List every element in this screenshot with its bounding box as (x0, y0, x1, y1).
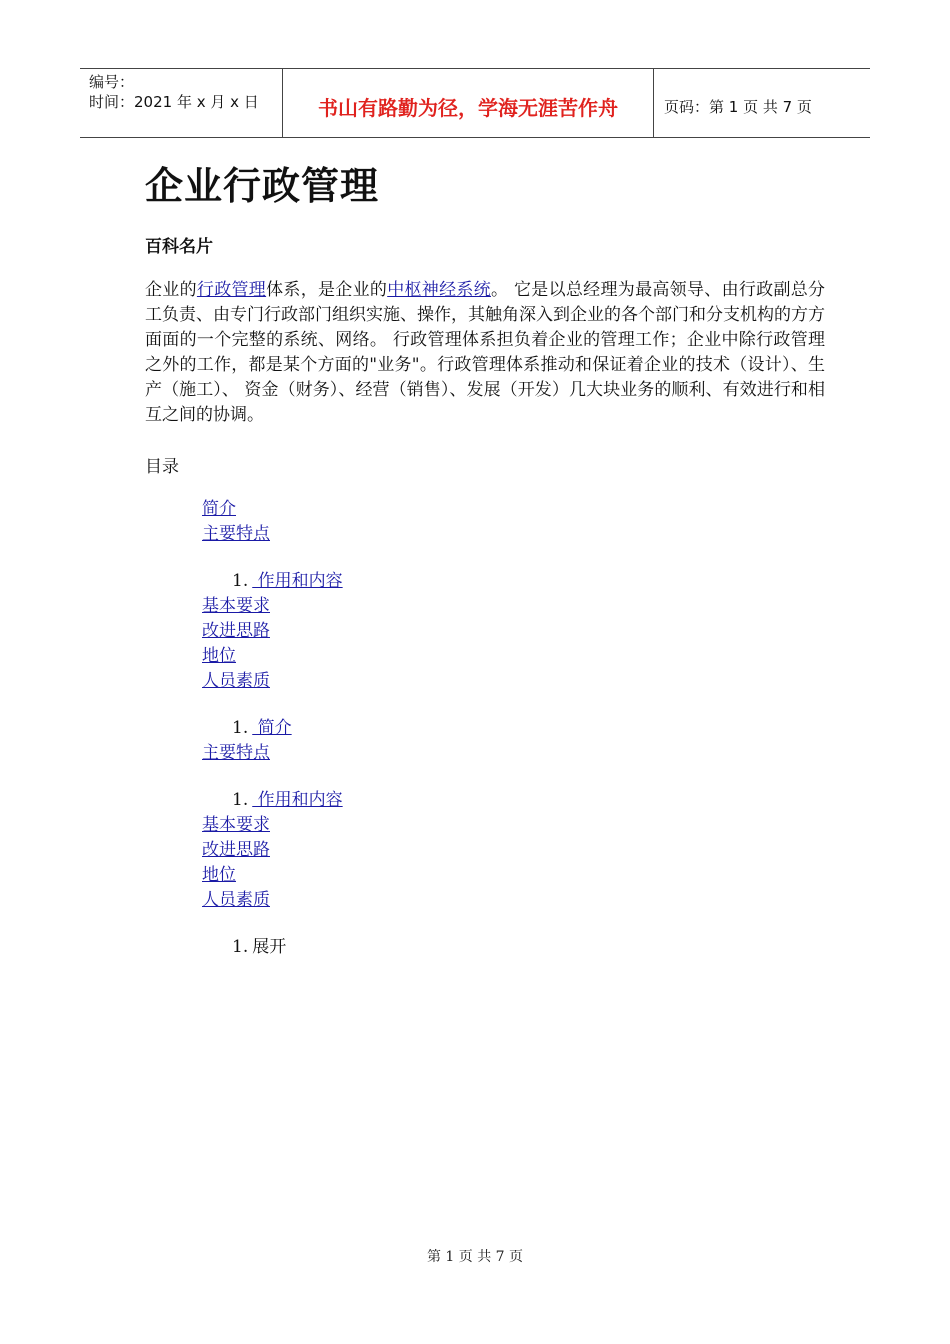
toc-link[interactable]: 基本要求 (202, 815, 270, 835)
time-label: 时间：2021 年 x 月 x 日 (89, 93, 259, 111)
toc-link[interactable]: 作用和内容 (252, 790, 343, 810)
section-subtitle: 百科名片 (145, 237, 213, 257)
toc-numbered-item (232, 716, 343, 741)
toc-link[interactable]: 主要特点 (202, 524, 270, 544)
intro-text-1: 企业的 (145, 280, 197, 300)
page-header (80, 68, 870, 138)
toc-link[interactable]: 基本要求 (202, 596, 270, 616)
toc-link[interactable]: 主要特点 (202, 743, 270, 763)
number-label: 编号： (89, 73, 135, 91)
page-title: 企业行政管理 (145, 163, 380, 208)
page-footer: 第 1 页 共 7 页 (426, 1249, 524, 1265)
toc-link[interactable]: 人员素质 (202, 890, 270, 910)
list-number: 1. (232, 571, 249, 591)
header-meta (80, 69, 282, 137)
list-number: 1. (232, 790, 249, 810)
expand-label[interactable]: 展开 (252, 937, 287, 957)
toc-link[interactable]: 改进思路 (202, 840, 270, 860)
toc-link[interactable]: 地位 (202, 646, 236, 666)
toc-link[interactable]: 作用和内容 (252, 571, 343, 591)
header-motto: 书山有路勤为径，学海无涯苦作舟 (282, 69, 654, 137)
toc-link[interactable]: 地位 (202, 865, 236, 885)
list-number: 1. (232, 718, 249, 738)
toc-link[interactable]: 人员素质 (202, 671, 270, 691)
toc-label: 目录 (145, 457, 179, 477)
intro-text-3: 。 它是以总经理为最高领导、由行政副总分工负责、由专门行政部门组织实施、操作，其触角深入到企业的各个部门和分支机构的方方面面的一个完整的系统、网络。 行政管理体系担负着企业的管理工作；企业中除行政管理之外的工作，都是某个方面的"业务"。行政管理体系推动和保证着企业的技术（设计）、生产（施工）、 资金（财务）、经营（销售）、发展（开发）几大块业务的顺利、有效进行和相互之间的协调。 (145, 280, 826, 425)
intro-text-2: 体系，是企业的 (266, 280, 388, 300)
link-central-nervous-system[interactable]: 中枢神经系统 (387, 280, 491, 300)
toc-expand-item[interactable] (232, 935, 343, 960)
toc-numbered-item (232, 569, 343, 594)
list-number: 1. (232, 937, 249, 957)
toc-link[interactable]: 简介 (252, 718, 292, 738)
toc-link[interactable]: 改进思路 (202, 621, 270, 641)
toc-numbered-item (232, 788, 343, 813)
header-page-info: 页码：第 1 页 共 7 页 (664, 97, 812, 116)
link-admin-management[interactable]: 行政管理 (196, 280, 267, 300)
table-of-contents (202, 497, 343, 960)
intro-paragraph (145, 278, 825, 428)
toc-link[interactable]: 简介 (202, 499, 236, 519)
